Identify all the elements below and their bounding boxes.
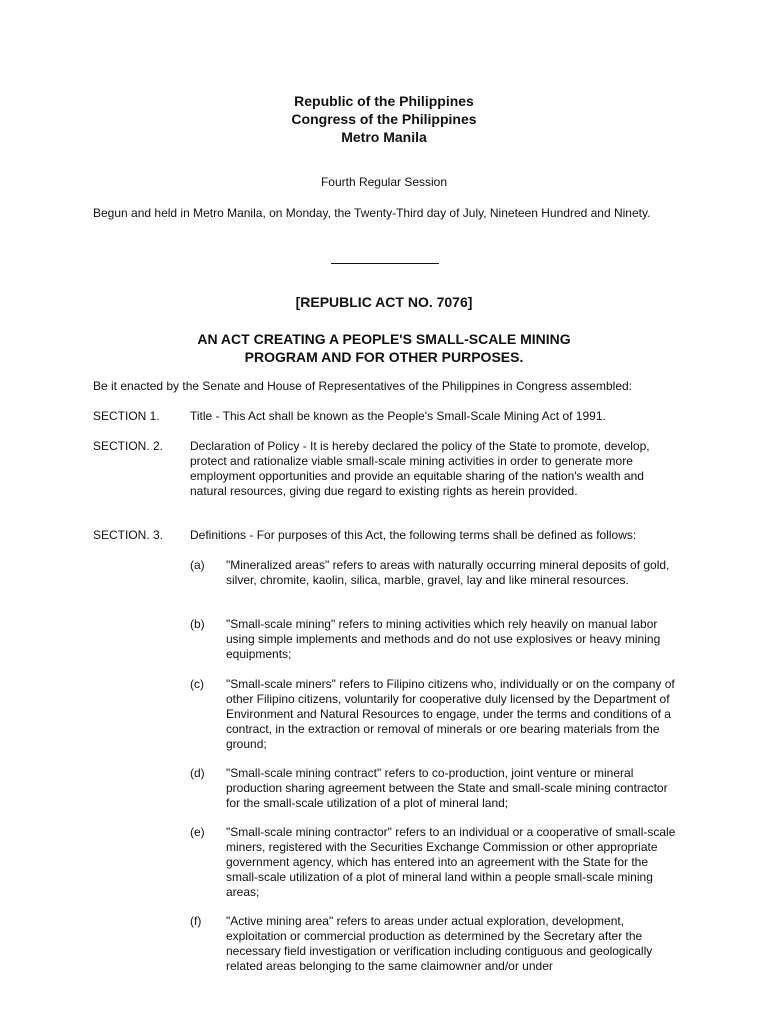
definition-label: (f) [190, 914, 202, 928]
definition-text: "Active mining area" refers to areas under actual exploration, development, exploitation or commercial production as determined by the Secretary after the necessary field investigation or verification including contiguous and geologically related areas belonging to the same claimowner and/or under [226, 914, 653, 973]
section-text: Definitions - For purposes of this Act, the following terms shall be defined as follows: [190, 528, 637, 542]
header-line-republic: Republic of the Philippines [294, 93, 474, 109]
definition-text: "Small-scale mining" refers to mining activities which rely heavily on manual labor using simple implements and methods and do not use explosives or heavy mining equipments; [226, 617, 661, 661]
header-line-congress: Congress of the Philippines [291, 111, 477, 127]
section-text: Title - This Act shall be known as the People's Small-Scale Mining Act of 1991. [190, 409, 606, 423]
definition-label: (c) [190, 677, 204, 691]
definition-label: (d) [190, 766, 205, 780]
definition-text: "Small-scale mining contract" refers to co-production, joint venture or mineral production sharing agreement between the State and small-scale mining contractor for the small-scale utilization of a plot of mineral land; [226, 766, 668, 810]
definition-text: "Small-scale miners" refers to Filipino citizens who, individually or on the company of other Filipino citizens, voluntarily for cooperative duly licensed by the Department of Environment and Natural Resources to engage, under the terms and conditions of a contract, in the extraction or removal of minerals or ore bearing materials from the ground; [226, 677, 675, 751]
enacting-clause: Be it enacted by the Senate and House of Representatives of the Philippines in Congress assembled: [93, 379, 632, 393]
section-label: SECTION. 2. [93, 439, 164, 453]
act-title-line-2: PROGRAM AND FOR OTHER PURPOSES. [244, 349, 524, 365]
begun-paragraph: Begun and held in Metro Manila, on Monday, the Twenty-Third day of July, Nineteen Hundred and Ninety. [93, 206, 651, 220]
section-text: Declaration of Policy - It is hereby declared the policy of the State to promote, develop, protect and rationalize viable small-scale mining activities in order to generate more employment opportunities and provide an equitable sharing of the nation's wealth and natural resources, giving due regard to existing rights as herein provided. [190, 439, 650, 498]
act-title-line-1: AN ACT CREATING A PEOPLE'S SMALL-SCALE MINING [197, 331, 571, 347]
header-line-location: Metro Manila [341, 129, 427, 145]
definition-label: (b) [190, 617, 205, 631]
session-text: Fourth Regular Session [320, 175, 448, 189]
definition-text: "Small-scale mining contractor" refers to an individual or a cooperative of small-scale miners, registered with the Securities Exchange Commission or other appropriate government agency, which has entered into an agreement with the State for the small-scale utilization of a plot of mineral land within a people small-scale mining areas; [226, 825, 676, 899]
definition-text: "Mineralized areas" refers to areas with naturally occurring mineral deposits of gold, silver, chromite, kaolin, silica, marble, gravel, lay and like mineral resources. [226, 558, 670, 587]
section-label: SECTION 1. [93, 409, 160, 423]
definition-label: (e) [190, 825, 205, 839]
definition-label: (a) [190, 558, 205, 572]
section-label: SECTION. 3. [93, 528, 164, 542]
act-number: [REPUBLIC ACT NO. 7076] [295, 294, 473, 310]
separator-rule [331, 263, 439, 264]
